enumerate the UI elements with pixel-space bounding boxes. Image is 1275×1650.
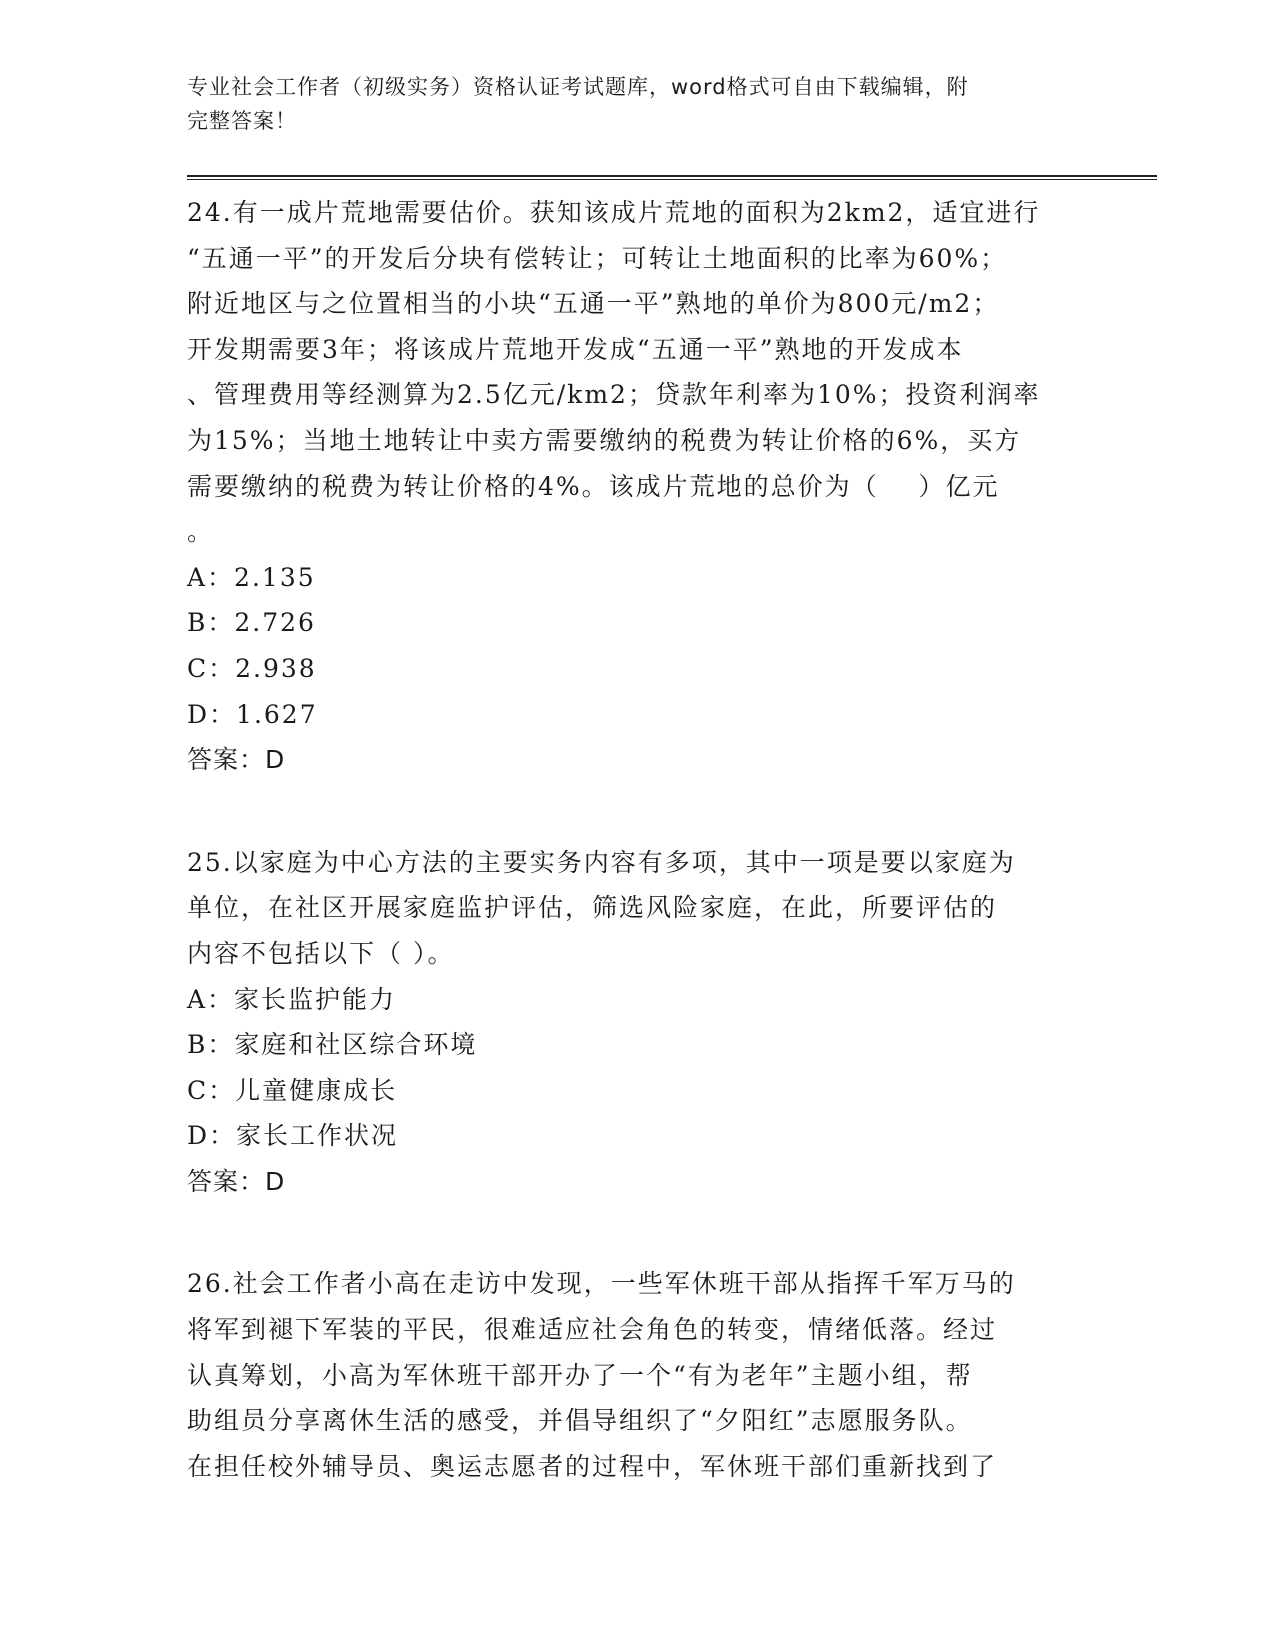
question-text-line: 内容不包括以下（ ）。 xyxy=(187,938,455,968)
question-text-line: 在担任校外辅导员、奥运志愿者的过程中，军休班干部们重新找到了 xyxy=(187,1451,998,1481)
answer-label: 答案：D xyxy=(187,745,286,775)
question-spacer xyxy=(187,1204,1087,1261)
question-25 xyxy=(187,840,1087,1205)
option-d: D：1.627 xyxy=(187,699,318,729)
question-text-line: 开发期需要3年；将该成片荒地开发成“五通一平”熟地的开发成本 xyxy=(187,334,964,364)
answer-label: 答案：D xyxy=(187,1166,286,1196)
option-b: B：2.726 xyxy=(187,608,316,638)
option-a: A：2.135 xyxy=(187,562,316,592)
question-text-line: “五通一平”的开发后分块有偿转让；可转让土地面积的比率为60%； xyxy=(187,243,1008,273)
question-text-line: 附近地区与之位置相当的小块“五通一平”熟地的单价为800元/m2； xyxy=(187,289,1000,319)
option-c: C：2.938 xyxy=(187,653,317,683)
document-header xyxy=(187,70,1087,138)
option-b: B：家庭和社区综合环境 xyxy=(187,1030,478,1060)
question-text-line: 25.以家庭为中心方法的主要实务内容有多项，其中一项是要以家庭为 xyxy=(187,847,1016,877)
question-list xyxy=(187,190,1087,1489)
question-text-line: 将军到褪下军装的平民，很难适应社会角色的转变，情绪低落。经过 xyxy=(187,1315,998,1345)
question-text-line: 单位，在社区开展家庭监护评估，筛选风险家庭，在此，所要评估的 xyxy=(187,893,998,923)
document-page xyxy=(187,0,1087,1650)
header-line-1: 专业社会工作者（初级实务）资格认证考试题库，word格式可自由下载编辑，附 xyxy=(187,75,969,99)
question-text-line: 为15%；当地土地转让中卖方需要缴纳的税费为转让价格的6%，买方 xyxy=(187,425,1022,455)
question-text-line: 、管理费用等经测算为2.5亿元/km2；贷款年利率为10%；投资利润率 xyxy=(187,380,1041,410)
option-d: D：家长工作状况 xyxy=(187,1121,399,1151)
question-26 xyxy=(187,1261,1087,1489)
question-text-line: 需要缴纳的税费为转让价格的4%。该成片荒地的总价为（ ）亿元 xyxy=(187,471,1000,501)
question-text-line: 24.有一成片荒地需要估价。获知该成片荒地的面积为2km2，适宜进行 xyxy=(187,198,1041,227)
question-24 xyxy=(187,190,1087,783)
question-text-line: 。 xyxy=(187,517,215,547)
question-text-line: 26.社会工作者小高在走访中发现，一些军休班干部从指挥千军万马的 xyxy=(187,1269,1016,1299)
option-a: A：家长监护能力 xyxy=(187,984,397,1014)
header-divider xyxy=(187,175,1157,180)
question-text-line: 助组员分享离休生活的感受，并倡导组织了“夕阳红”志愿服务队。 xyxy=(187,1406,973,1436)
question-text-line: 认真筹划，小高为军休班干部开办了一个“有为老年”主题小组，帮 xyxy=(187,1360,973,1390)
header-line-2: 完整答案！ xyxy=(187,109,297,133)
question-spacer xyxy=(187,783,1087,840)
option-c: C：儿童健康成长 xyxy=(187,1075,398,1105)
